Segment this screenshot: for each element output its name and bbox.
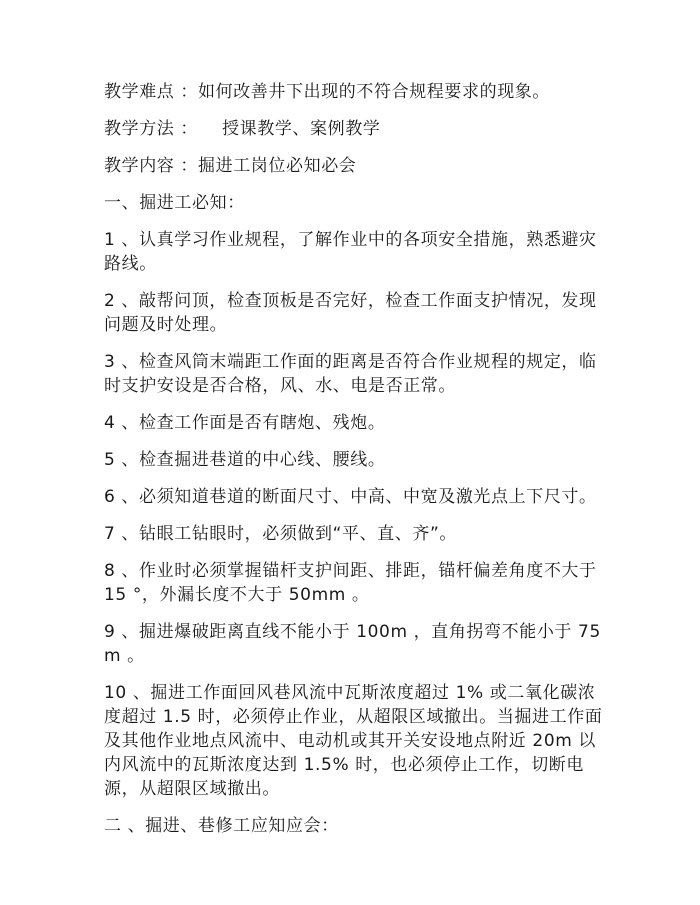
list-item-2: 2 、敲帮问顶，检查顶板是否完好，检查工作面支护情况，发现问题及时处理。 <box>104 291 597 335</box>
list-item-7: 7 、钻眼工钻眼时，必须做到“平、直、齐”。 <box>104 524 458 544</box>
section-heading-1: 一、掘进工必知： <box>104 193 245 213</box>
list-item-6: 6 、必须知道巷道的断面尺寸、中高、中宽及激光点上下尺寸。 <box>104 487 597 507</box>
teaching-difficulty: 教学难点 ：如何改善井下出现的不符合规程要求的现象。 <box>104 82 551 102</box>
document-page <box>104 80 604 851</box>
list-item-4: 4 、检查工作面是否有瞎炮、残炮。 <box>104 413 386 433</box>
list-item-9: 9 、掘进爆破距离直线不能小于 100m ，直角拐弯不能小于 75m 。 <box>104 622 601 666</box>
section-heading-2: 二 、掘进、巷修工应知应会： <box>104 816 339 836</box>
list-item-3: 3 、检查风筒末端距工作面的距离是否符合作业规程的规定，临时支护安设是否合格，风、水、电是否正常。 <box>104 352 597 396</box>
list-item-10: 10 、掘进工作面回风巷风流中瓦斯浓度超过 1% 或二氧化碳浓度超过 1.5 时，必须停止作业，从超限区域撤出。当掘进工作面及其他作业地点风流中、电动机或其开关安设地点附近 20m 以内风流中的瓦斯浓度达到 1.5% 时，也必须停止工作，切断电源，从超限区域撤出。 <box>104 683 603 799</box>
list-item-8: 8 、作业时必须掌握锚杆支护间距、排距，锚杆偏差角度不大于 15 °，外漏长度不大于 50mm 。 <box>104 561 603 605</box>
list-item-5: 5 、检查掘进巷道的中心线、腰线。 <box>104 450 386 470</box>
teaching-content: 教学内容 ：掘进工岗位必知必会 <box>104 156 357 176</box>
list-item-1: 1 、认真学习作业规程，了解作业中的各项安全措施，熟悉避灾路线。 <box>104 230 597 274</box>
teaching-method: 教学方法 ： 授课教学、案例教学 <box>104 119 381 139</box>
